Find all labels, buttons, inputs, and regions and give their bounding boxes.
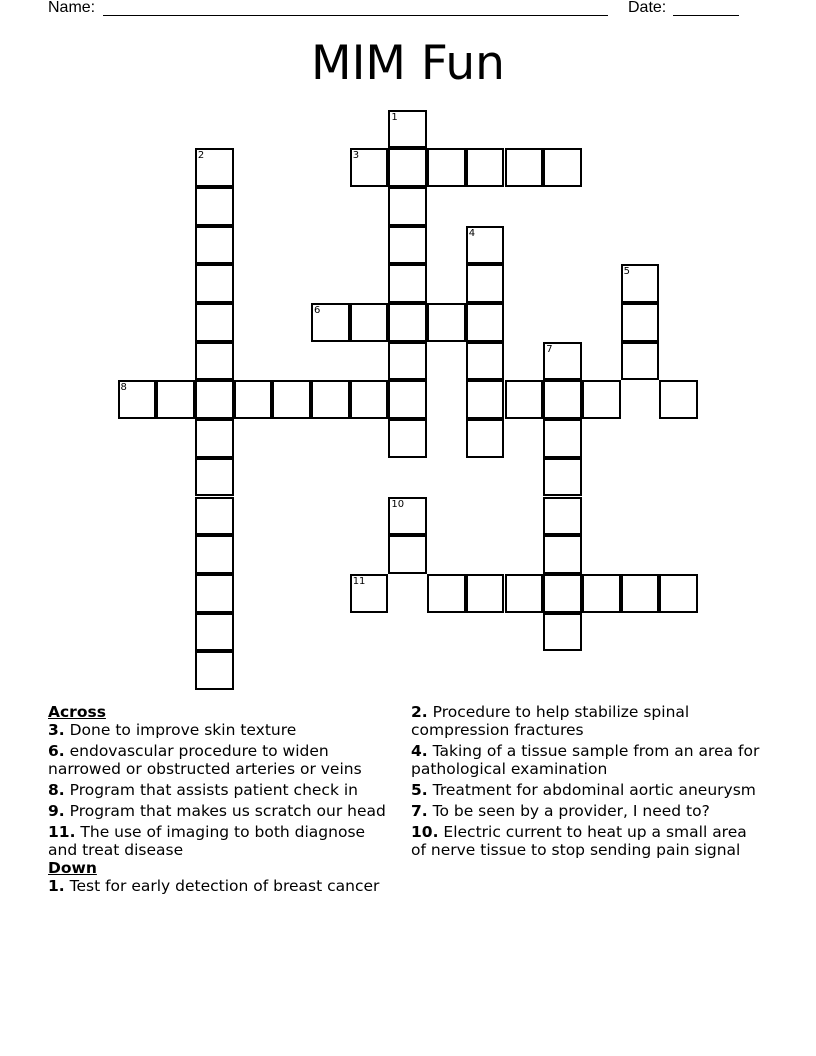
cell-number: 11: [352, 575, 366, 587]
date-label: Date:: [628, 0, 667, 16]
grid-cell[interactable]: [234, 380, 273, 419]
grid-cell[interactable]: [621, 264, 660, 303]
grid-cell[interactable]: [118, 380, 157, 419]
clue-down-2: [411, 703, 761, 739]
grid-cell[interactable]: [195, 497, 234, 536]
grid-cell[interactable]: [350, 148, 389, 187]
grid-cell[interactable]: [505, 380, 544, 419]
grid-cell[interactable]: [582, 380, 621, 419]
clue-number: 2.: [411, 703, 428, 721]
grid-cell[interactable]: [621, 342, 660, 381]
grid-cell[interactable]: [466, 419, 505, 458]
grid-cell[interactable]: [195, 342, 234, 381]
clue-text: Test for early detection of breast cancer: [69, 877, 380, 895]
grid-cell[interactable]: [543, 574, 582, 613]
grid-cell[interactable]: [466, 380, 505, 419]
clue-down-10: [411, 823, 761, 859]
grid-cell[interactable]: [466, 226, 505, 265]
clue-number: 4.: [411, 742, 428, 760]
cell-number: 6: [314, 305, 321, 316]
grid-cell[interactable]: [156, 380, 195, 419]
clue-number: 1.: [48, 877, 65, 895]
grid-cell[interactable]: [195, 226, 234, 265]
clue-text: To be seen by a provider, I need to?: [432, 802, 710, 820]
grid-cell[interactable]: [543, 419, 582, 458]
clue-text: Program that makes us scratch our head: [69, 802, 386, 820]
grid-cell[interactable]: [350, 380, 389, 419]
grid-cell[interactable]: [543, 458, 582, 497]
clue-number: 5.: [411, 781, 428, 799]
grid-cell[interactable]: [427, 148, 466, 187]
cell-number: 4: [468, 227, 476, 239]
cell-number: 2: [197, 150, 205, 162]
grid-cell[interactable]: [543, 613, 582, 652]
grid-cell[interactable]: [388, 380, 427, 419]
clue-text: The use of imaging to both diagnose and treat disease: [48, 823, 366, 859]
grid-cell[interactable]: [659, 574, 698, 613]
grid-cell[interactable]: [621, 303, 660, 342]
grid-cell[interactable]: [543, 380, 582, 419]
grid-cell[interactable]: [195, 458, 234, 497]
grid-cell[interactable]: [195, 148, 234, 187]
clue-across-6: [48, 742, 393, 778]
grid-cell[interactable]: [311, 380, 350, 419]
clue-across-9: [48, 802, 393, 820]
grid-cell[interactable]: [195, 651, 234, 690]
grid-cell[interactable]: [388, 148, 427, 187]
clue-text: Done to improve skin texture: [69, 721, 297, 739]
grid-cell[interactable]: [543, 148, 582, 187]
grid-cell[interactable]: [388, 226, 427, 265]
cell-number: 8: [120, 382, 127, 394]
grid-cell[interactable]: [388, 187, 427, 226]
grid-cell[interactable]: [466, 342, 505, 381]
grid-cell[interactable]: [466, 264, 505, 303]
grid-cell[interactable]: [466, 574, 505, 613]
grid-cell[interactable]: [388, 264, 427, 303]
grid-cell[interactable]: [543, 342, 582, 381]
grid-cell[interactable]: [195, 613, 234, 652]
cell-number: 5: [623, 266, 630, 278]
grid-cell[interactable]: [427, 574, 466, 613]
cell-number: 7: [546, 343, 553, 355]
cell-number: 10: [391, 498, 405, 510]
grid-cell[interactable]: [272, 380, 311, 419]
grid-cell[interactable]: [659, 380, 698, 419]
grid-cell[interactable]: [388, 342, 427, 381]
grid-cell[interactable]: [505, 148, 544, 187]
cell-number: 1: [391, 111, 398, 123]
clue-number: 8.: [48, 781, 65, 799]
grid-cell[interactable]: [195, 419, 234, 458]
grid-cell[interactable]: [350, 574, 389, 613]
clue-down-7: [411, 802, 761, 820]
clue-number: 9.: [48, 802, 65, 820]
grid-cell[interactable]: [543, 497, 582, 536]
grid-cell[interactable]: [388, 110, 427, 149]
clue-number: 3.: [48, 721, 65, 739]
grid-cell[interactable]: [195, 535, 234, 574]
clue-number: 11.: [48, 823, 76, 841]
grid-cell[interactable]: [195, 264, 234, 303]
clue-text: Program that assists patient check in: [69, 781, 358, 799]
grid-cell[interactable]: [350, 303, 389, 342]
clues-left-column: [48, 703, 393, 898]
clue-across-11: [48, 823, 393, 859]
across-heading: Across: [48, 703, 106, 721]
clue-number: 6.: [48, 742, 65, 760]
page-title: MIM Fun: [311, 36, 505, 91]
cell-number: 3: [352, 150, 360, 162]
grid-cell[interactable]: [195, 303, 234, 342]
grid-cell[interactable]: [466, 303, 505, 342]
grid-cell[interactable]: [427, 303, 466, 342]
grid-cell[interactable]: [505, 574, 544, 613]
down-heading: Down: [48, 859, 97, 877]
clue-text: Treatment for abdominal aortic aneurysm: [432, 781, 756, 799]
clue-text: endovascular procedure to widen narrowed or obstructed arteries or veins: [48, 742, 362, 778]
clue-text: Taking of a tissue sample from an area for pathological examination: [411, 742, 760, 778]
grid-cell[interactable]: [195, 574, 234, 613]
grid-cell[interactable]: [195, 380, 234, 419]
grid-cell[interactable]: [388, 303, 427, 342]
clues-right-column: [411, 703, 761, 862]
clue-number: 7.: [411, 802, 428, 820]
clue-text: Electric current to heat up a small area of nerve tissue to stop sending pain signal: [411, 823, 747, 859]
grid-cell[interactable]: [388, 419, 427, 458]
grid-cell[interactable]: [388, 497, 427, 536]
clue-down-1: [48, 877, 393, 895]
grid-cell[interactable]: [582, 574, 621, 613]
clue-number: 10.: [411, 823, 439, 841]
grid-cell[interactable]: [195, 187, 234, 226]
clue-text: Procedure to help stabilize spinal compression fractures: [411, 703, 690, 739]
clue-across-3: [48, 721, 393, 739]
clue-down-5: [411, 781, 761, 799]
name-label: Name:: [48, 0, 96, 16]
clue-down-4: [411, 742, 761, 778]
grid-cell[interactable]: [311, 303, 350, 342]
grid-cell[interactable]: [388, 535, 427, 574]
grid-cell[interactable]: [543, 535, 582, 574]
grid-cell[interactable]: [621, 574, 660, 613]
clue-across-8: [48, 781, 393, 799]
grid-cell[interactable]: [466, 148, 505, 187]
